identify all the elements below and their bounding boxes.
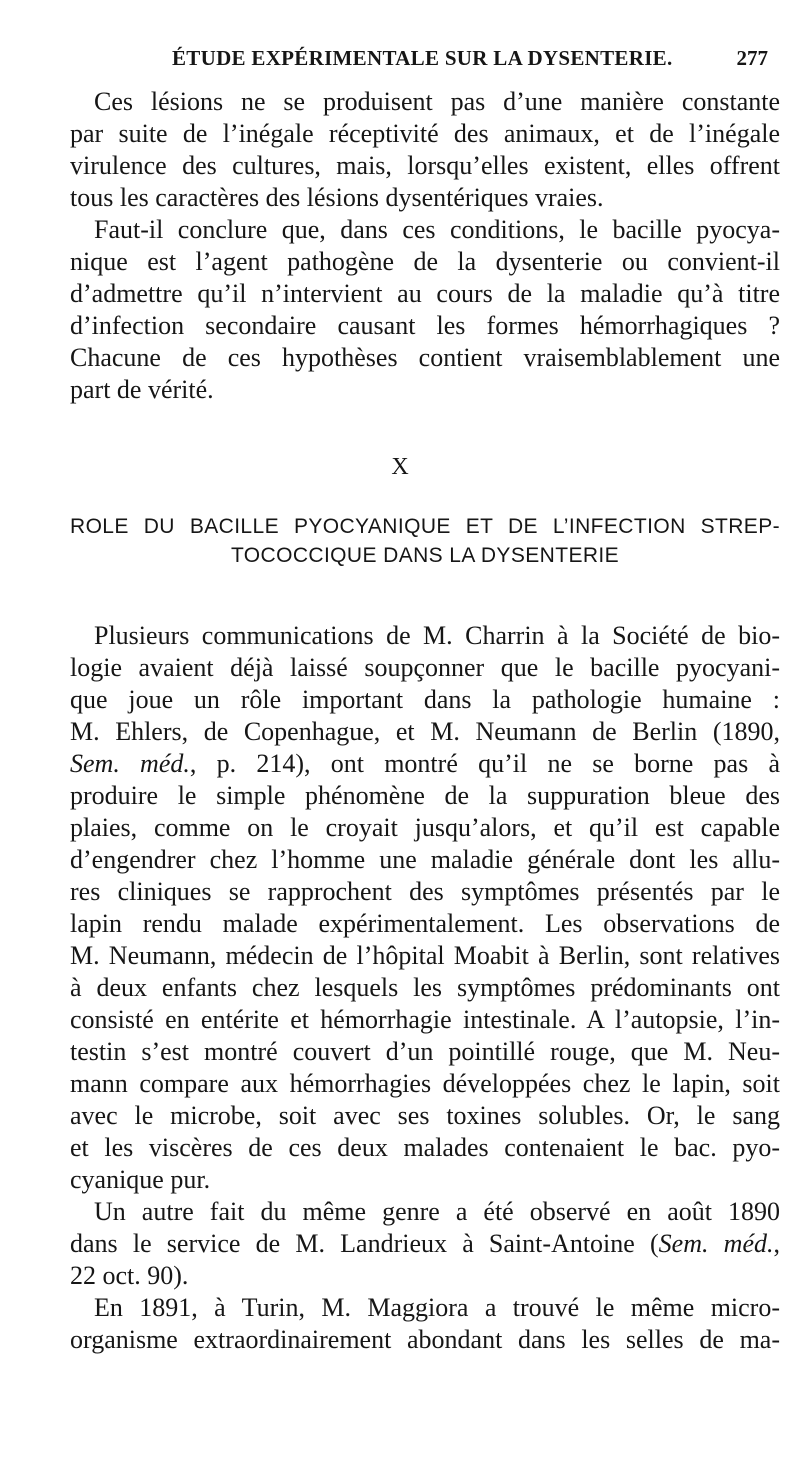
text-line: logie avaient déjà laissé soupçonner que le bacille pyocyani-	[70, 653, 780, 682]
text-line: à deux enfants chez lesquels les symptômes prédominants ont	[70, 973, 780, 1002]
text-fragment: ,	[773, 1229, 780, 1258]
text-fragment: , p. 214), ont montré qu’il ne se borne pas à	[189, 749, 780, 778]
text-line: organisme extraordinairement abondant dans les selles de ma-	[70, 1325, 780, 1354]
section-title-line: TOCOCCIQUE DANS LA DYSENTERIE	[230, 544, 620, 567]
intro-paragraphs	[70, 86, 780, 406]
section-title-line: ROLE DU BACILLE PYOCYANIQUE ET DE L’INFECTION STREP-	[70, 515, 780, 538]
text-line: 22 oct. 90).	[70, 1261, 189, 1290]
text-line: testin s’est montré couvert d’un pointillé rouge, que M. Neu-	[70, 1037, 780, 1066]
text-line: M. Neumann, médecin de l’hôpital Moabit à Berlin, sont relatives	[70, 941, 780, 970]
text-line: plaies, comme on le croyait jusqu’alors, et qu’il est capable	[70, 813, 780, 842]
text-line: Faut-il conclure que, dans ces conditions, le bacille pyocya-	[94, 215, 780, 244]
text-line: Plusieurs communications de M. Charrin à la Société de bio-	[94, 621, 780, 650]
text-line: virulence des cultures, mais, lorsqu’elles existent, elles offrent	[70, 151, 780, 180]
text-line: lapin rendu malade expérimentalement. Les observations de	[70, 909, 780, 938]
text-line: mann compare aux hémorrhagies développées chez le lapin, soit	[70, 1069, 780, 1098]
text-line: Ces lésions ne se produisent pas d’une manière constante	[94, 87, 780, 116]
text-line: cyanique pur.	[70, 1165, 211, 1194]
text-line: consisté en entérite et hémorrhagie intestinale. A l’autopsie, l’in-	[70, 1005, 780, 1034]
text-fragment: dans le service de M. Landrieux à Saint-Antoine (	[70, 1229, 659, 1258]
text-line: que joue un rôle important dans la pathologie humaine :	[70, 685, 780, 714]
text-line: M. Ehlers, de Copenhague, et M. Neumann de Berlin (1890,	[70, 717, 780, 746]
text-line: res cliniques se rapprochent des symptômes présentés par le	[70, 877, 780, 906]
text-line: d’admettre qu’il n’intervient au cours de la maladie qu’à titre	[70, 279, 780, 308]
text-line: d’infection secondaire causant les formes hémorrhagiques ?	[70, 311, 780, 340]
text-line	[70, 1228, 780, 1260]
text-line	[70, 748, 780, 780]
text-line: En 1891, à Turin, M. Maggiora a trouvé le même micro-	[94, 1293, 780, 1322]
text-line: nique est l’agent pathogène de la dysenterie ou convient-il	[70, 247, 780, 276]
running-header	[60, 46, 768, 76]
citation-italic: Sem. méd.	[658, 1229, 774, 1258]
text-line: Chacune de ces hypothèses contient vraisemblablement une	[70, 343, 780, 372]
text-line: et les viscères de ces deux malades contenaient le bac. pyo-	[70, 1133, 780, 1162]
section-number: X	[391, 454, 409, 480]
text-line: d’engendrer chez l’homme une maladie générale dont les allu-	[70, 845, 780, 874]
text-line: tous les caractères des lésions dysentériques vraies.	[70, 183, 604, 212]
running-title: ÉTUDE EXPÉRIMENTALE SUR LA DYSENTERIE.	[172, 46, 673, 70]
section-body	[70, 620, 780, 1356]
text-line: par suite de l’inégale réceptivité des animaux, et de l’inégale	[70, 119, 780, 148]
text-line: Un autre fait du même genre a été observé en août 1890	[94, 1197, 780, 1226]
text-line: produire le simple phénomène de la suppuration bleue des	[70, 781, 780, 810]
section-title	[70, 512, 780, 570]
text-line: avec le microbe, soit avec ses toxines solubles. Or, le sang	[70, 1101, 780, 1130]
page-number: 277	[736, 46, 768, 70]
citation-italic: Sem. méd.	[70, 749, 190, 778]
text-line: part de vérité.	[70, 375, 214, 404]
